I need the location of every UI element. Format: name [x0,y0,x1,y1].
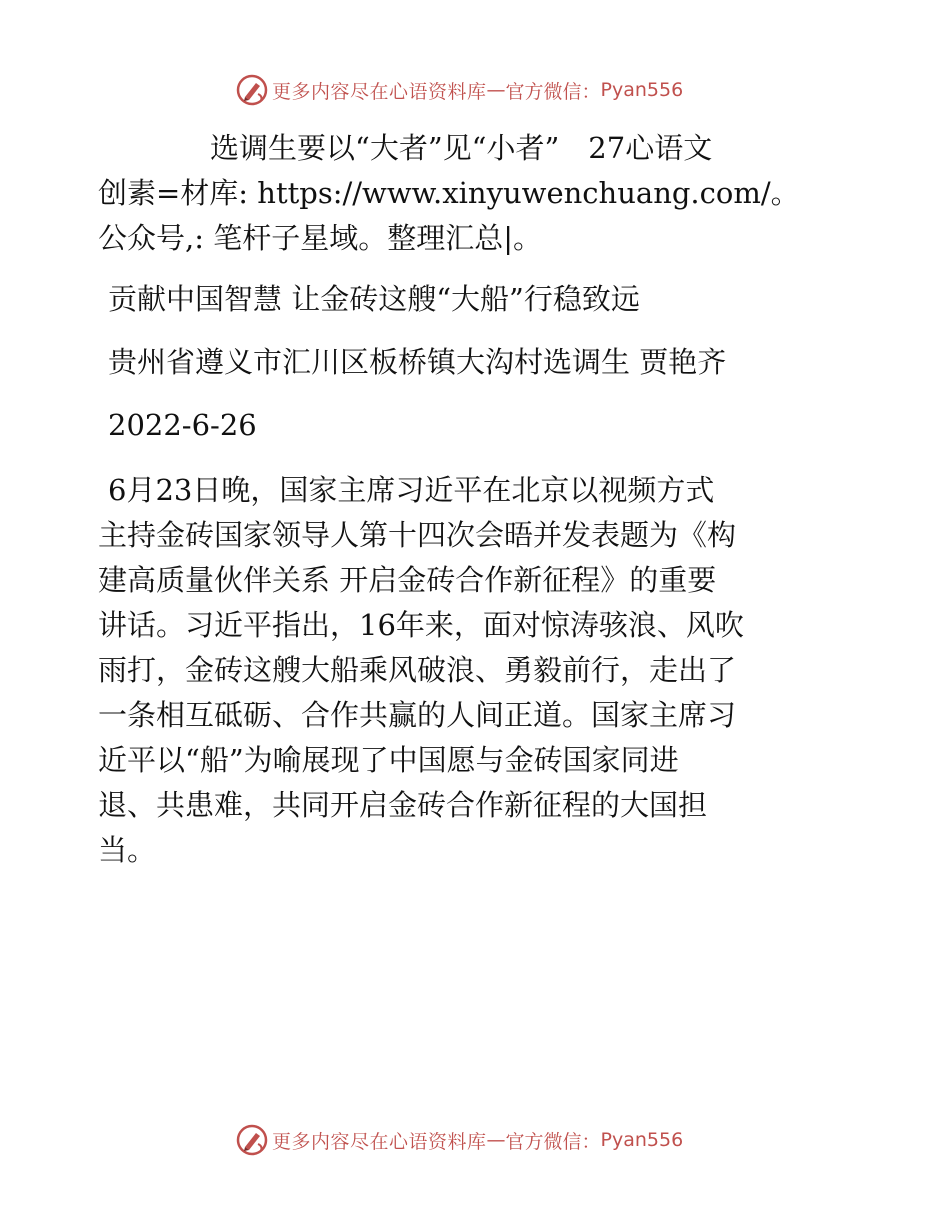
watermark-wechat-id: Pyan556 [600,79,684,101]
article-author: 贵州省遵义市汇川区板桥镇大沟村选调生 贾艳齐 [108,345,727,379]
pen-logo-icon [236,1124,268,1156]
article-paragraph [98,468,868,873]
document-body [98,126,868,873]
paragraph-line: 建高质量伙伴关系 开启金砖合作新征程》的重要 [98,563,717,597]
watermark-wechat-id: Pyan556 [600,1129,684,1151]
watermark-label: 官方微信： [505,1130,601,1153]
paragraph-line: 讲话。习近平指出，16年来，面对惊涛骇浪、风吹 [98,608,744,642]
article-date: 2022-6-26 [108,408,257,442]
paragraph-line: 当。 [98,833,157,867]
intro-line-2: 创素=材库: https://www.xinyuwenchuang.com/。 [98,176,800,210]
intro-line-1: 选调生要以“大者”见“小者” 27心语文 [210,131,713,165]
intro-block [98,126,868,261]
article-title: 贡献中国智慧 让金砖这艘“大船”行稳致远 [108,282,640,316]
intro-line-3: 公众号,: 笔杆子星域。整理汇总|。 [98,221,542,255]
paragraph-line: 一条相互砥砺、合作共赢的人间正道。国家主席习 [98,698,737,732]
watermark-separator: — [486,79,506,101]
watermark-text: 更多内容尽在心语资料库 [272,80,487,103]
paragraph-line: 近平以“船”为喻展现了中国愿与金砖国家同进 [98,743,679,777]
paragraph-line: 6月23日晚，国家主席习近平在北京以视频方式 [108,473,715,507]
pen-logo-icon [236,74,268,106]
paragraph-line: 主持金砖国家领导人第十四次会晤并发表题为《构 [98,518,737,552]
header-watermark [236,72,683,108]
paragraph-line: 退、共患难，共同开启金砖合作新征程的大国担 [98,788,708,822]
watermark-label: 官方微信： [505,80,601,103]
paragraph-line: 雨打，金砖这艘大船乘风破浪、勇毅前行，走出了 [98,653,737,687]
footer-watermark [236,1122,683,1158]
watermark-separator: — [486,1129,506,1151]
watermark-text: 更多内容尽在心语资料库 [272,1130,487,1153]
